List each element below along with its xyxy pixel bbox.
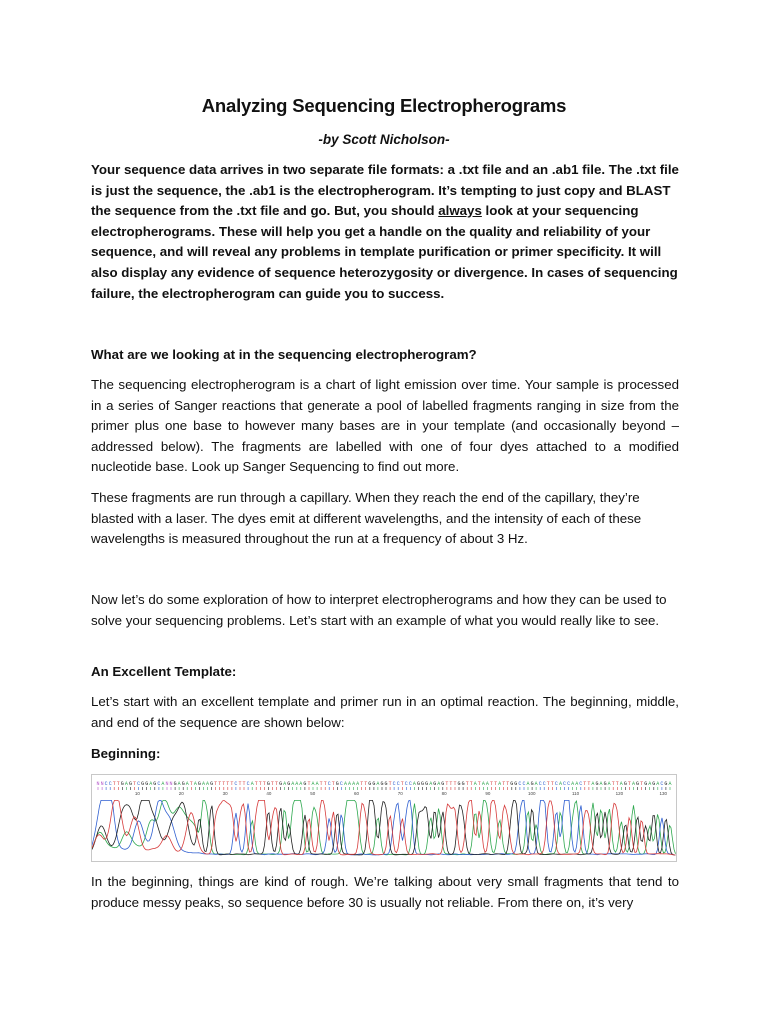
base-call-73: C bbox=[392, 781, 396, 787]
base-call-45: G bbox=[279, 781, 283, 787]
base-call-141: A bbox=[668, 781, 672, 787]
position-label-6: 70 bbox=[397, 791, 403, 796]
base-call-2: C bbox=[104, 781, 108, 787]
paragraph-excellent-template: Let’s start with an excellent template and primer run in an optimal reaction. The beginning, middle, and end of the sequence are shown below: bbox=[91, 694, 679, 730]
intro-text-end: look at your sequencing electropherograms. These will help you get a handle on the quality and reliability of your sequence, and will reveal any problems in template purification or primer specificity. It will also display any evidence of sequence heterozygosity or divergence. In cases of sequencing failure, the electropherogram can guide you to success. bbox=[91, 203, 678, 301]
base-call-40: T bbox=[258, 781, 262, 787]
base-call-46: A bbox=[283, 781, 287, 787]
base-call-row bbox=[96, 781, 671, 787]
base-call-137: G bbox=[652, 781, 656, 787]
base-call-69: A bbox=[376, 781, 380, 787]
base-call-83: G bbox=[433, 781, 437, 787]
paragraph-chart-description: The sequencing electropherogram is a chart of light emission over time. Your sample is processed in a series of Sanger reactions that generate a pool of labelled fragments ranging in size from the primer plus one base to however many bases are in your template (and occasionally beyond – addressed below). The fragments are labelled with one of four dyes attached to a modified nucleotide base. Look up Sanger Sequencing to find out more. bbox=[91, 377, 679, 475]
base-call-80: G bbox=[420, 781, 425, 787]
base-call-35: T bbox=[238, 781, 242, 787]
base-call-88: T bbox=[453, 781, 457, 787]
base-call-20: A bbox=[177, 781, 181, 787]
base-call-54: A bbox=[315, 781, 319, 787]
base-call-102: G bbox=[510, 781, 514, 787]
base-call-32: T bbox=[226, 781, 230, 787]
base-call-129: A bbox=[619, 781, 623, 787]
heading-what: What are we looking at in the sequencing electropherogram? bbox=[91, 347, 477, 362]
base-call-126: A bbox=[607, 781, 611, 787]
base-call-117: A bbox=[571, 781, 575, 787]
document-byline: -by Scott Nicholson- bbox=[318, 132, 450, 147]
base-call-125: G bbox=[603, 781, 607, 787]
base-call-122: A bbox=[591, 781, 595, 787]
base-call-95: A bbox=[481, 781, 485, 787]
base-call-108: A bbox=[534, 781, 538, 787]
base-call-67: G bbox=[368, 781, 372, 787]
base-call-31: T bbox=[222, 781, 226, 787]
base-call-7: A bbox=[124, 781, 128, 787]
base-call-38: A bbox=[250, 781, 254, 787]
base-call-132: A bbox=[631, 781, 636, 787]
base-call-53: A bbox=[311, 781, 315, 787]
base-call-26: A bbox=[201, 781, 206, 787]
base-call-16: A bbox=[161, 781, 165, 787]
paragraph-beginning: In the beginning, things are kind of rough. We’re talking about very small fragments that tend to produce messy peaks, so sequence before 30 is usually not reliable. From there on, it’s very bbox=[91, 874, 679, 910]
position-label-1: 20 bbox=[178, 791, 184, 796]
base-call-50: A bbox=[299, 781, 303, 787]
heading-excellent-template: An Excellent Template: bbox=[91, 664, 237, 679]
base-call-112: T bbox=[550, 781, 554, 787]
base-call-60: C bbox=[339, 781, 343, 787]
base-call-96: A bbox=[485, 781, 489, 787]
base-call-49: A bbox=[295, 781, 299, 787]
base-call-22: A bbox=[185, 781, 189, 787]
position-label-10: 110 bbox=[572, 791, 580, 796]
base-call-11: G bbox=[141, 781, 145, 787]
paragraph-capillary: These fragments are run through a capillary. When they reach the end of the capillary, they’re blasted with a laser. The dyes emit at different wavelengths, and the intensity of each of these wavelengths is measured throughout the run at a frequency of about 3 Hz. bbox=[91, 490, 642, 547]
base-call-111: T bbox=[546, 781, 550, 787]
position-label-2: 30 bbox=[222, 791, 228, 796]
base-call-90: G bbox=[461, 781, 465, 787]
base-call-43: T bbox=[270, 781, 274, 787]
base-call-81: G bbox=[425, 781, 429, 787]
base-call-97: T bbox=[489, 781, 494, 787]
base-call-136: A bbox=[648, 781, 652, 787]
base-call-34: C bbox=[234, 781, 238, 787]
position-label-3: 40 bbox=[266, 791, 272, 796]
base-call-30: T bbox=[218, 781, 222, 787]
base-call-75: T bbox=[400, 781, 404, 787]
base-call-58: T bbox=[331, 781, 335, 787]
base-call-18: N bbox=[169, 781, 173, 787]
base-call-123: G bbox=[595, 781, 599, 787]
electropherogram-svg bbox=[92, 775, 676, 861]
base-call-98: T bbox=[494, 781, 498, 787]
base-call-59: G bbox=[335, 781, 339, 787]
base-call-113: C bbox=[554, 781, 558, 787]
base-call-105: C bbox=[522, 781, 526, 787]
position-label-0: 10 bbox=[134, 791, 140, 796]
base-call-15: C bbox=[157, 781, 161, 787]
base-call-79: G bbox=[416, 781, 421, 787]
base-call-71: G bbox=[384, 781, 388, 787]
base-call-17: N bbox=[165, 781, 169, 787]
base-call-ticks bbox=[98, 787, 670, 790]
base-call-92: T bbox=[469, 781, 473, 787]
base-call-19: G bbox=[173, 781, 177, 787]
trace-lines bbox=[92, 800, 676, 855]
base-call-0: N bbox=[96, 781, 100, 787]
base-call-8: G bbox=[128, 781, 133, 787]
base-call-82: A bbox=[429, 781, 433, 787]
base-call-130: G bbox=[623, 781, 627, 787]
base-call-114: A bbox=[558, 781, 563, 787]
base-call-10: C bbox=[137, 781, 141, 787]
base-call-128: T bbox=[615, 781, 619, 787]
base-call-47: G bbox=[287, 781, 291, 787]
base-call-44: T bbox=[274, 781, 279, 787]
base-call-48: A bbox=[291, 781, 295, 787]
base-call-4: T bbox=[112, 781, 116, 787]
base-call-23: T bbox=[189, 781, 193, 787]
base-call-9: T bbox=[132, 781, 137, 787]
base-call-133: G bbox=[635, 781, 640, 787]
base-call-33: T bbox=[230, 781, 234, 787]
base-call-134: T bbox=[640, 781, 644, 787]
position-label-11: 120 bbox=[615, 791, 624, 796]
base-call-13: A bbox=[149, 781, 153, 787]
base-call-64: A bbox=[356, 781, 360, 787]
base-call-131: T bbox=[627, 781, 631, 787]
base-call-57: C bbox=[327, 781, 331, 787]
base-call-65: T bbox=[360, 781, 364, 787]
position-label-row bbox=[135, 791, 668, 796]
base-call-36: T bbox=[242, 781, 246, 787]
position-label-9: 100 bbox=[527, 791, 536, 796]
base-call-87: T bbox=[449, 781, 453, 787]
base-call-85: G bbox=[441, 781, 445, 787]
base-call-100: T bbox=[502, 781, 506, 787]
base-call-109: C bbox=[538, 781, 542, 787]
base-call-6: G bbox=[120, 781, 124, 787]
intro-text-start: Your sequence data arrives in two separate file formats: a .txt file and an .ab1 file. The .txt file is just the sequence, the .ab1 is the electropherogram. It’s tempting to just copy and BLAST the sequence from the .txt file and go. But, you should bbox=[91, 162, 679, 219]
base-call-3: C bbox=[108, 781, 112, 787]
base-call-39: T bbox=[254, 781, 258, 787]
base-call-89: G bbox=[457, 781, 461, 787]
base-call-42: G bbox=[266, 781, 270, 787]
base-call-55: T bbox=[319, 781, 323, 787]
base-call-5: T bbox=[116, 781, 120, 787]
intro-text-emphasis: always bbox=[438, 203, 482, 219]
position-label-8: 90 bbox=[485, 791, 491, 796]
base-call-115: C bbox=[562, 781, 567, 787]
heading-beginning: Beginning: bbox=[91, 746, 161, 761]
base-call-14: G bbox=[153, 781, 157, 787]
base-call-74: C bbox=[396, 781, 400, 787]
base-call-107: G bbox=[530, 781, 534, 787]
position-label-12: 130 bbox=[659, 791, 667, 796]
base-call-51: G bbox=[303, 781, 307, 787]
base-call-106: A bbox=[526, 781, 530, 787]
base-call-21: G bbox=[181, 781, 185, 787]
document-title: Analyzing Sequencing Electropherograms bbox=[201, 95, 567, 116]
base-call-41: T bbox=[262, 781, 266, 787]
base-call-110: C bbox=[542, 781, 546, 787]
base-call-139: C bbox=[660, 781, 664, 787]
base-call-99: A bbox=[498, 781, 502, 787]
base-call-124: A bbox=[599, 781, 603, 787]
base-call-29: T bbox=[214, 781, 218, 787]
base-call-25: G bbox=[197, 781, 201, 787]
base-call-61: A bbox=[343, 781, 348, 787]
base-call-101: T bbox=[506, 781, 510, 787]
base-call-28: G bbox=[210, 781, 214, 787]
base-call-104: C bbox=[518, 781, 522, 787]
position-label-5: 60 bbox=[353, 791, 360, 796]
base-call-91: T bbox=[465, 781, 469, 787]
base-call-138: A bbox=[656, 781, 660, 787]
base-call-62: A bbox=[347, 781, 352, 787]
trace-C bbox=[92, 800, 676, 855]
position-label-4: 50 bbox=[310, 791, 316, 796]
base-call-121: T bbox=[587, 781, 591, 787]
base-call-37: C bbox=[246, 781, 250, 787]
base-call-140: G bbox=[664, 781, 668, 787]
base-call-68: G bbox=[372, 781, 376, 787]
base-call-103: G bbox=[514, 781, 518, 787]
electropherogram-chart bbox=[91, 774, 677, 862]
base-call-120: T bbox=[583, 781, 587, 787]
base-call-77: C bbox=[408, 781, 412, 787]
position-label-7: 80 bbox=[441, 791, 447, 796]
base-call-76: C bbox=[404, 781, 408, 787]
base-call-119: C bbox=[579, 781, 583, 787]
base-call-118: A bbox=[575, 781, 579, 787]
base-call-70: G bbox=[380, 781, 384, 787]
base-call-94: T bbox=[477, 781, 481, 787]
base-call-72: T bbox=[388, 781, 392, 787]
paragraph-exploration: Now let’s do some exploration of how to interpret electropherograms and how they can be used to solve your sequencing problems. Let’s start with an example of what you would really like to see. bbox=[91, 592, 667, 628]
base-call-24: A bbox=[193, 781, 197, 787]
intro-paragraph bbox=[91, 160, 679, 304]
base-call-27: A bbox=[205, 781, 210, 787]
base-call-66: T bbox=[364, 781, 368, 787]
base-call-52: T bbox=[307, 781, 311, 787]
base-call-1: N bbox=[100, 781, 104, 787]
base-call-63: A bbox=[352, 781, 356, 787]
base-call-78: A bbox=[412, 781, 416, 787]
base-call-116: C bbox=[567, 781, 571, 787]
base-call-56: T bbox=[323, 781, 327, 787]
base-call-86: T bbox=[445, 781, 449, 787]
base-call-127: T bbox=[611, 781, 615, 787]
base-call-93: A bbox=[473, 781, 477, 787]
base-call-12: G bbox=[145, 781, 149, 787]
base-call-135: G bbox=[644, 781, 648, 787]
base-call-84: A bbox=[437, 781, 441, 787]
